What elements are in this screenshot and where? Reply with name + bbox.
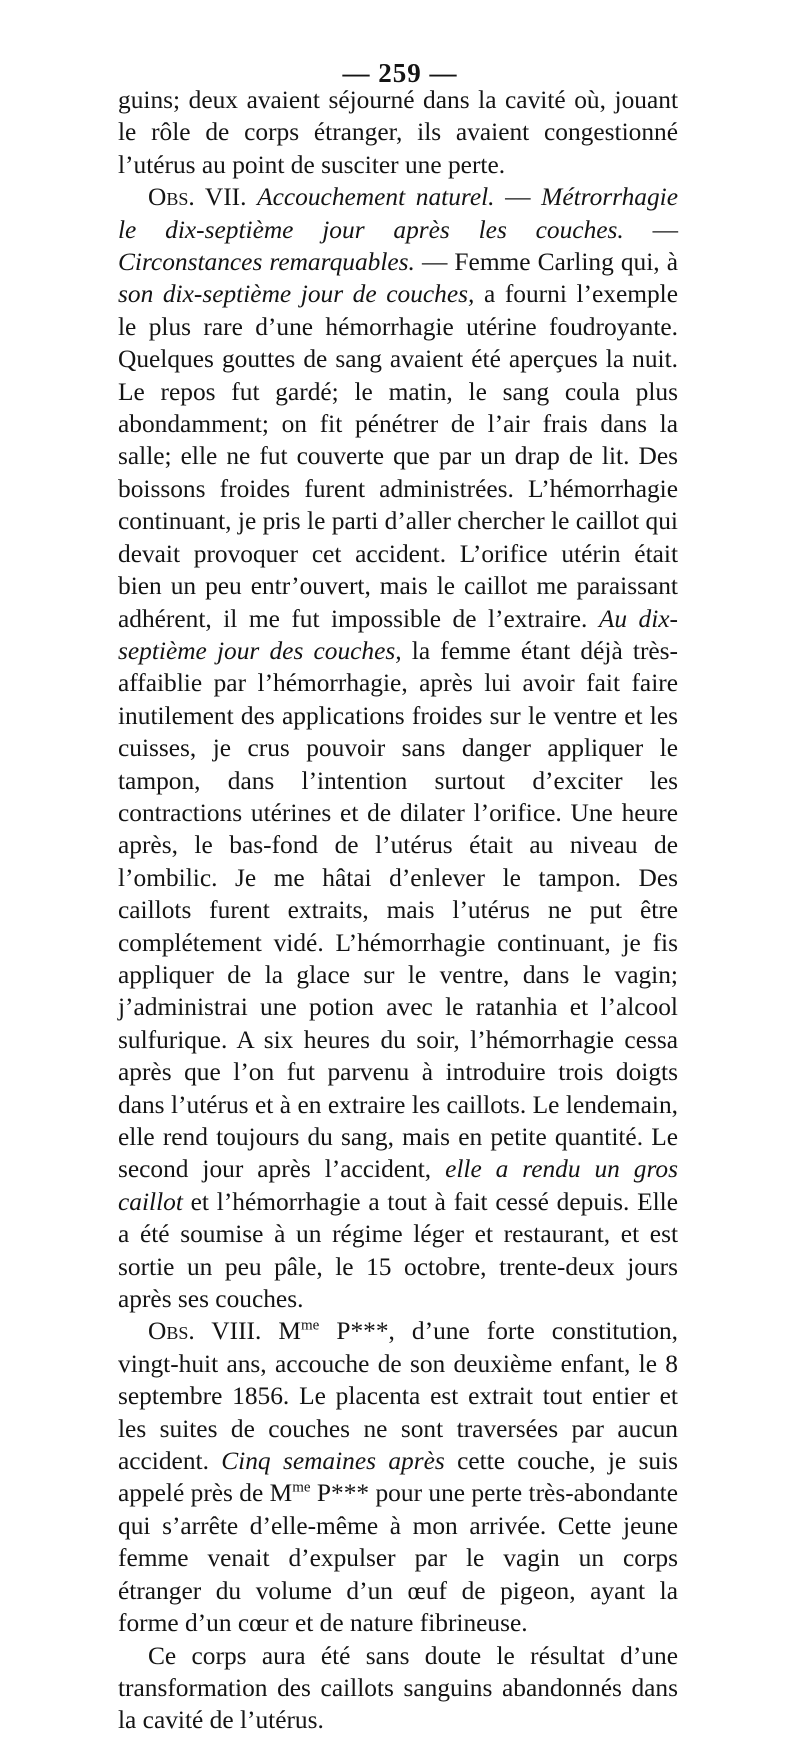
closing-paragraph <box>118 1640 678 1737</box>
paragraph-text: P***, d’une forte constitution, vingt-huit ans, accouche de son deuxième enfant, le 8 septembre 1856. Le placenta est extrait tout entier et les suites de couches ne sont traversées par aucun accident. <box>118 1317 679 1476</box>
observation-label: Obs. VII. <box>148 183 247 212</box>
paragraph-text: Ce corps aura été sans doute le résultat d’une transformation des caillots sanguins abandonnés dans la cavité de l’utérus. <box>118 1641 678 1735</box>
paragraph-continuation <box>118 84 678 181</box>
paragraph-text: guins; deux avaient séjourné dans la cavité où, jouant le rôle de corps étranger, ils avaient congestionné l’utérus au point de susciter une perte. <box>118 86 678 179</box>
paragraph-text: et l’hémorrhagie a tout à fait cessé depuis. Elle a été soumise à un régime léger et restaurant, et est sortie un peu pâle, le 15 octobre, trente-deux jours après ses couches. <box>118 1187 678 1314</box>
italic-emphasis: son dix-septième jour de couches, <box>118 280 475 309</box>
title-separator: — <box>414 248 455 277</box>
observation-title-part: Métrorrhagie le dix-septième jour après les couches. <box>118 183 678 244</box>
observation-label: Obs. VIII. <box>148 1317 262 1346</box>
paragraph-text: M <box>261 1317 301 1346</box>
superscript: me <box>300 1317 320 1334</box>
observation-7 <box>118 181 678 1315</box>
title-separator: — <box>494 183 542 212</box>
paragraph-text: la femme étant déjà très-affaiblie par l’hémorrhagie, après lui avoir fait faire inutilement des applications froides sur le ventre et les cuisses, je crus pouvoir sans danger appliquer le tampon, dans l’intention surtout d’exciter les contractions utérines et de dilater l’orifice. Une heure après, le bas-fond de l’utérus était au niveau de l’ombilic. Je me hâtai d’enlever le tampon. Des caillots furent extraits, mais l’utérus ne put être complétement vidé. L’hémorrhagie continuant, je fis appliquer de la glace sur le ventre, dans le vagin; j’administrai une potion avec le ratanhia et l’alcool sulfurique. A six heures du soir, l’hémorrhagie cessa après que l’on fut parvenu à introduire trois doigts dans l’utérus et à en extraire les caillots. Le lendemain, elle rend toujours du sang, mais en petite quantité. Le second jour après l’accident, <box>118 636 679 1184</box>
title-separator: — <box>623 215 678 244</box>
paragraph-text: a fourni l’exemple le plus rare d’une hémorrhagie utérine foudroyante. Quelques gouttes de sang avaient été aperçues la nuit. Le repos fut gardé; le matin, le sang coula plus abondamment; on fit pénétrer de l’air frais dans la salle; elle ne fut couverte que par un drap de lit. Des boissons froides furent administrées. L’hémorrhagie continuant, je pris le parti d’aller chercher le caillot qui devait provoquer cet accident. L’orifice utérin était bien un peu entr’ouvert, mais le caillot me paraissant adhérent, il me fut impossible de l’extraire. <box>118 280 678 633</box>
observation-title-part: Circonstances remarquables. <box>118 248 415 277</box>
paragraph-text: cette couche, je suis appelé près de M <box>118 1447 678 1508</box>
paragraph-text: Femme Carling qui, à <box>454 248 678 277</box>
observation-8 <box>118 1315 678 1639</box>
italic-emphasis: elle a rendu un gros caillot <box>118 1155 678 1216</box>
observation-title-part: Accouchement naturel. <box>257 183 495 212</box>
italic-emphasis: Au dix-septième jour des couches, <box>118 604 678 665</box>
body-text <box>118 84 678 1737</box>
paragraph-text: P*** pour une perte très-abondante qui s’arrête d’elle-même à mon arrivée. Cette jeune femme venait d’expulser par le vagin un corps étranger du volume d’un œuf de pigeon, ayant la forme d’un cœur et de nature fibrineuse. <box>118 1479 679 1638</box>
italic-emphasis: Cinq semaines après <box>221 1447 445 1476</box>
superscript: me <box>292 1480 311 1496</box>
page-number: — 259 — <box>342 58 458 88</box>
